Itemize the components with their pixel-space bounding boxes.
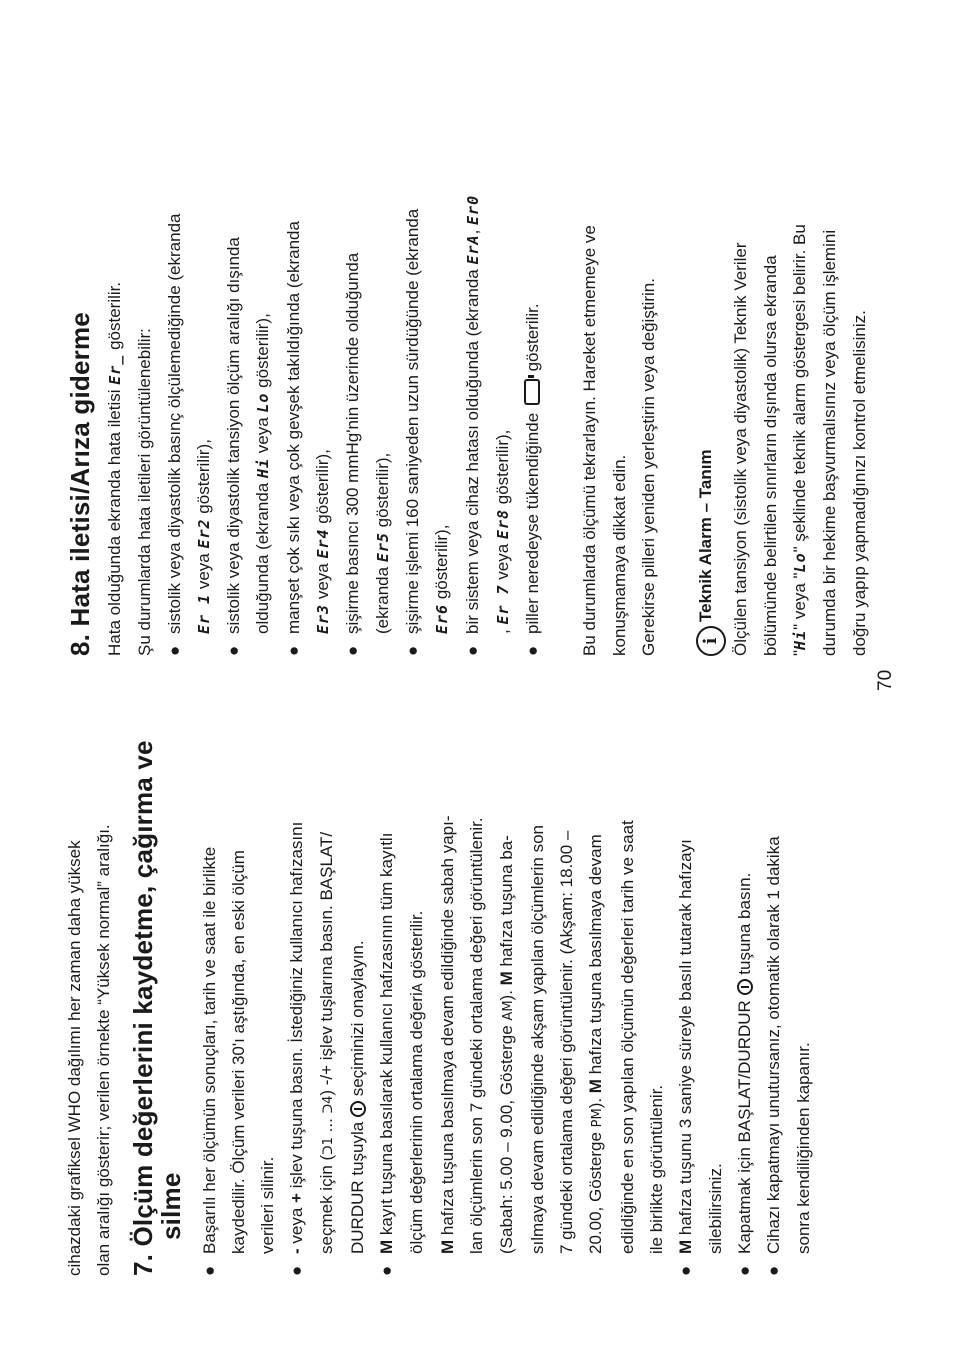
list-item: ● şişirme işlemi 160 saniyeden uzun sürdüğünde (ekranda Er6 gösterilir), xyxy=(398,56,458,656)
bullet-icon: ● xyxy=(343,645,363,656)
error-code: Er 7 xyxy=(493,584,512,625)
error-code: Er 1 xyxy=(194,593,213,634)
error-code: Er5 xyxy=(373,532,392,563)
list-item: ● şişirme basıncı 300 mmHg'nin üzerinde olduğunda (ekranda Er5 gösterilir), xyxy=(338,56,398,656)
hi-code: Hi xyxy=(790,629,809,650)
power-button-icon xyxy=(350,1101,366,1117)
list-item: ● Başarılı her ölçümün sonuçları, tarih ve saat ile birlikte kaydedilir. Ölçüm verileri 30'ı aştığında, en eski ölçüm verileri silinir. xyxy=(195,676,283,1276)
right-column xyxy=(60,56,874,656)
list-item: ● - veya + işlev tuşuna basın. İstediğiniz kullanıcı hafızasını seçmek için (ᑐ1 ... ᑐ4) -/+ işlev tuşlarına basın. BAŞLAT/ DURDUR tuşuyla seçiminizi onaylayın. xyxy=(282,676,372,1276)
bullet-icon: ● xyxy=(164,645,184,656)
power-button-icon xyxy=(737,979,753,995)
hi-code: Hi xyxy=(254,457,273,479)
page-number: 70 xyxy=(875,669,896,691)
average-indicator-icon: A xyxy=(410,983,426,993)
bullet-icon: ● xyxy=(676,1265,696,1276)
list-item: ● sistolik veya diyastolik tansiyon ölçüm aralığı dışında olduğunda (ekranda Hi veya Lo gösterilir), xyxy=(219,56,279,656)
user-1-memory-icon: ᑐ1 xyxy=(320,1137,336,1155)
error-code: ErA xyxy=(463,234,482,265)
error-intro: Hata olduğunda ekranda hata iletisi Er_ gösterilir. Şu durumlarda hata iletileri görüntülenebilir: xyxy=(105,281,155,656)
left-column xyxy=(60,676,818,1276)
bullet-icon: ● xyxy=(199,1265,219,1276)
spacer xyxy=(663,56,691,656)
bullet-icon: ● xyxy=(224,645,244,656)
error-remedy: Bu durumlarda ölçümü tekrarlayın. Hareket etmemeye ve konuşmamaya dikkat edin. Gerekirse pilleri yeniden yerleştirin veya değiştirin. xyxy=(580,225,659,656)
bullet-icon: ● xyxy=(283,645,303,656)
list-item: ● M kayıt tuşuna basılarak kullanıcı hafızasının tüm kayıtlı ölçüm değerlerinin ortalama değeriA gösterilir. M hafıza tuşuna basılmaya devam edildiğinde sabah yapı- lan ölçümlerin son 7 gündeki ortalama değeri görüntülenir. (Sabah: 5.00 – 9.00, Gösterge AM). M hafıza tuşuna ba- sılmaya devam edildiğinde akşam yapılan ölçümlerin son 7 gündeki ortalama değeri görüntülenir. (Akşam: 18.00 – 20.00, Gösterge PM). M hafıza tuşuna basılmaya devam edildiğinde en son yapılan ölçümün değerleri tarih ve saat ile birlikte görüntülenir. xyxy=(372,676,671,1276)
error-code: Er_ xyxy=(106,354,124,385)
bullet-icon: ● xyxy=(734,1265,754,1276)
list-item: ● Kapatmak için BAŞLAT/DURDUR tuşuna basın. xyxy=(730,676,759,1276)
tech-alarm-heading: iTeknik Alarm – Tanım xyxy=(691,56,726,656)
error-code: Er2 xyxy=(194,518,213,549)
intro-text: cihazdaki grafiksel WHO dağılımı her zaman daha yüksek olan aralığı gösterir; verilen örnekte “Yüksek normal” aralığı. xyxy=(65,824,114,1276)
list-item: ● Cihazı kapatmayı unutursanız, otomatik olarak 1 dakika sonra kendiliğinden kapanır. xyxy=(759,676,818,1276)
list-item: ● sistolik veya diyastolik basınç ölçülemediğinde (ekranda Er 1 veya Er2 gösterilir), xyxy=(160,56,220,656)
info-circle-icon: i xyxy=(696,626,726,656)
lo-code: Lo xyxy=(790,552,809,573)
battery-low-icon xyxy=(524,379,540,405)
bullet-icon: ● xyxy=(402,645,422,656)
error-code: Er3 xyxy=(314,603,333,634)
error-code: Er6 xyxy=(433,603,452,634)
bullet-icon: ● xyxy=(287,1265,307,1276)
bullet-icon: ● xyxy=(462,645,482,656)
error-code: Er0 xyxy=(463,194,482,225)
section-8-heading: 8. Hata iletisi/Arıza giderme xyxy=(65,312,95,656)
list-item: ● M hafıza tuşunu 3 saniye süreyle basılı tutarak hafızayı silebilirsiniz. xyxy=(671,676,730,1276)
bullet-icon: ● xyxy=(764,1265,784,1276)
section-7-list xyxy=(195,676,818,1276)
error-code: Er8 xyxy=(493,508,512,540)
spacer xyxy=(547,56,575,656)
bullet-icon: ● xyxy=(523,645,543,656)
list-item: ● manşet çok sıkı veya çok gevşek takıldığında (ekranda Er3 veya Er4 gösterilir), xyxy=(279,56,339,656)
pm-indicator-icon: PM xyxy=(590,1108,606,1128)
am-indicator-icon: AM xyxy=(500,1000,516,1021)
error-list xyxy=(160,56,548,656)
tech-alarm-text: Ölçülen tansiyon (sistolik veya diyastolik) Teknik Veriler bölümünde belirtilen sınırların dışında olursa ekranda "Hi" veya "Lo" şeklinde teknik alarm göstergesi belirir. Bu durumda bir hekime başvurmalısınız veya ölçüm işlemini doğru yapıp yapmadığınızı kontrol etmelisiniz. xyxy=(731,224,869,656)
lo-code: Lo xyxy=(254,392,273,413)
list-item: ● piller neredeyse tükendiğinde gösterilir. xyxy=(518,56,547,656)
bullet-icon: ● xyxy=(377,1265,397,1276)
error-code: Er4 xyxy=(314,528,333,559)
section-7-heading: 7. Ölçüm değerlerini kaydetme, çağırma ve silme xyxy=(127,740,186,1276)
list-item: ● bir sistem veya cihaz hatası olduğunda (ekranda ErA, Er0 , Er 7 veya Er8 gösterilir), xyxy=(458,56,519,656)
user-4-memory-icon: ᑐ4 xyxy=(320,1095,336,1114)
